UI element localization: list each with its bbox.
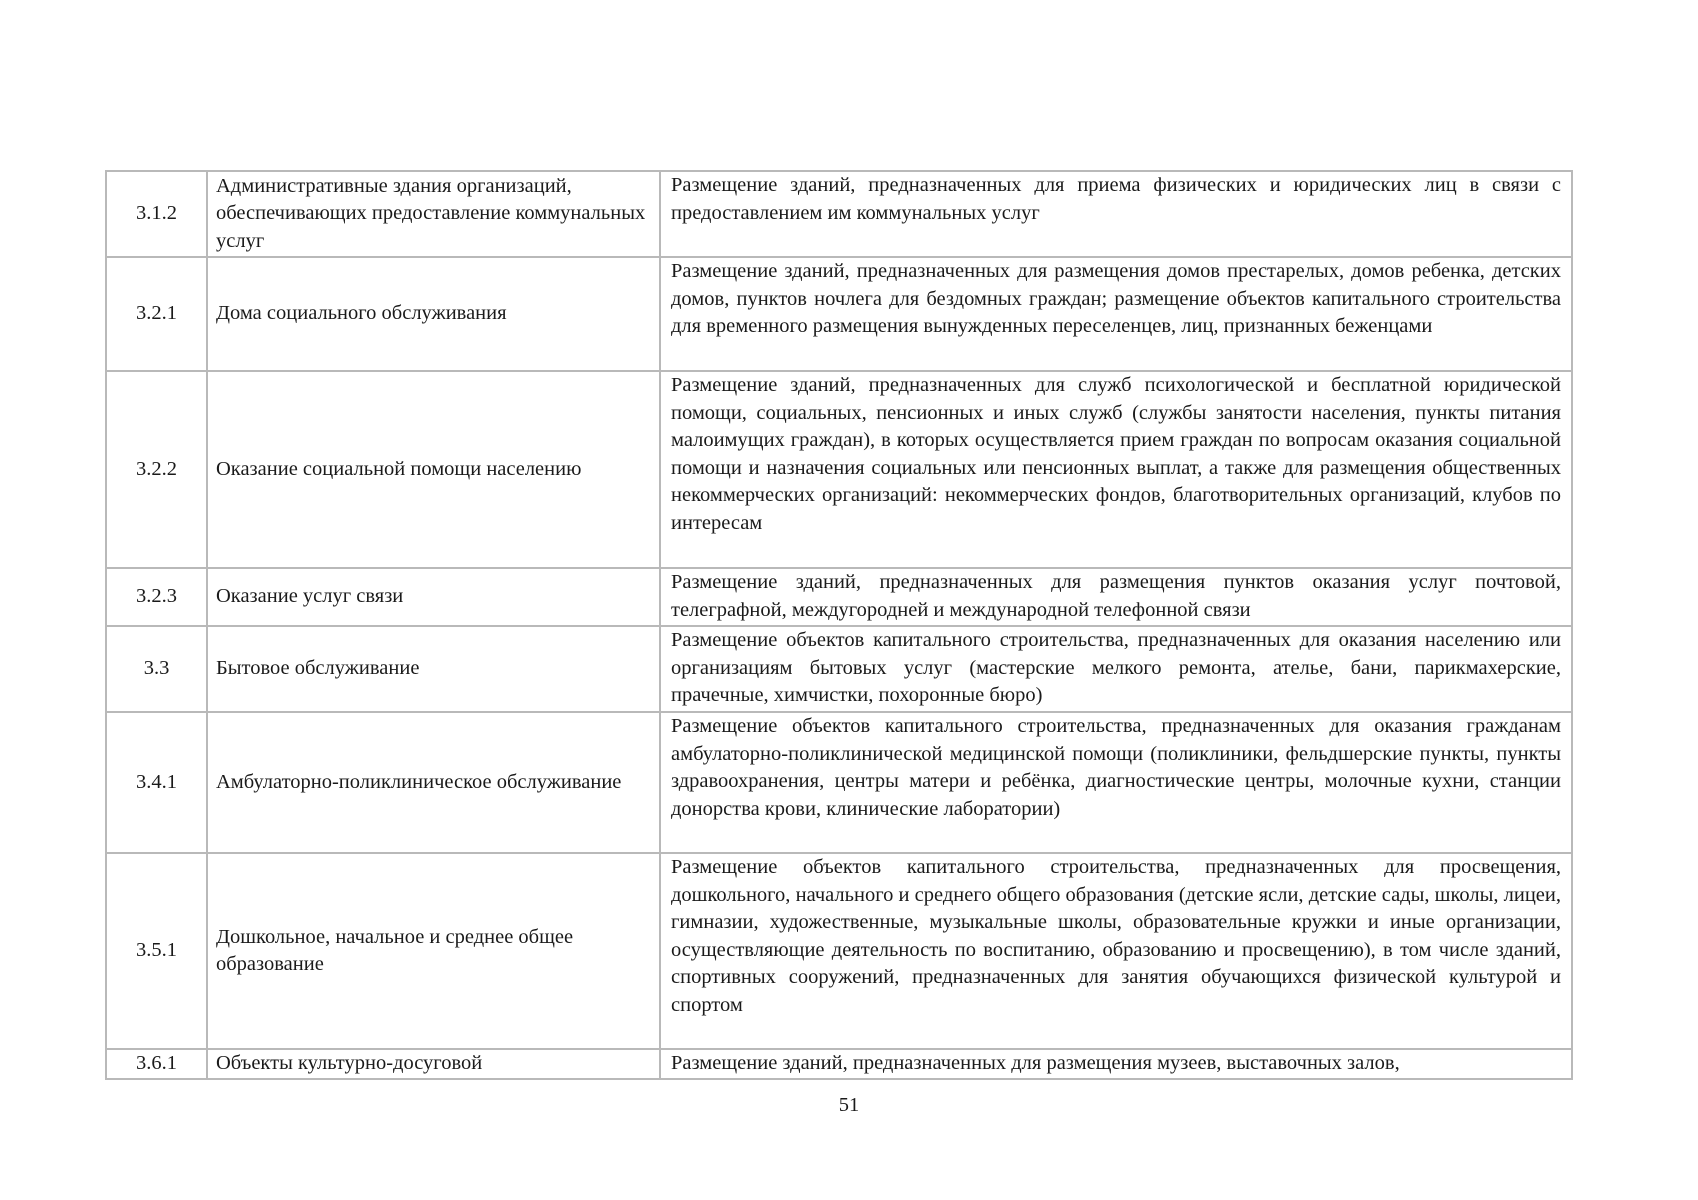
row-name: Дома социального обслуживания bbox=[207, 257, 660, 371]
row-description: Размещение объектов капитального строительства, предназначенных для просвещения, дошкольного, начального и среднего общего образования (детские ясли, детские сады, школы, лицеи, гимназии, художественные, музыкальные школы, образовательные кружки и иные организации, осуществляющие деятельность по воспитанию, образованию и просвещению), в том числе зданий, спортивных сооружений, предназначенных для занятия обучающихся физической культурой и спортом bbox=[660, 853, 1572, 1049]
row-name: Бытовое обслуживание bbox=[207, 626, 660, 712]
table-row bbox=[106, 171, 1572, 257]
row-description: Размещение зданий, предназначенных для размещения музеев, выставочных залов, bbox=[660, 1049, 1572, 1079]
row-name: Объекты культурно-досуговой bbox=[207, 1049, 660, 1079]
table-row bbox=[106, 257, 1572, 371]
row-name: Дошкольное, начальное и среднее общее образование bbox=[207, 853, 660, 1049]
row-code: 3.2.3 bbox=[106, 568, 207, 626]
row-code: 3.4.1 bbox=[106, 712, 207, 853]
table-row bbox=[106, 853, 1572, 1049]
row-code: 3.6.1 bbox=[106, 1049, 207, 1079]
row-description: Размещение зданий, предназначенных для приема физических и юридических лиц в связи с предоставлением им коммунальных услуг bbox=[660, 171, 1572, 257]
row-description: Размещение объектов капитального строительства, предназначенных для оказания населению или организациям бытовых услуг (мастерские мелкого ремонта, ателье, бани, парикмахерские, прачечные, химчистки, похоронные бюро) bbox=[660, 626, 1572, 712]
row-description: Размещение объектов капитального строительства, предназначенных для оказания гражданам амбулаторно-поликлинической медицинской помощи (поликлиники, фельдшерские пункты, пункты здравоохранения, центры матери и ребёнка, диагностические центры, молочные кухни, станции донорства крови, клинические лаборатории) bbox=[660, 712, 1572, 853]
table-row bbox=[106, 626, 1572, 712]
row-name: Оказание услуг связи bbox=[207, 568, 660, 626]
land-use-table bbox=[105, 170, 1573, 1080]
row-code: 3.2.1 bbox=[106, 257, 207, 371]
table-row bbox=[106, 371, 1572, 568]
row-description: Размещение зданий, предназначенных для размещения пунктов оказания услуг почтовой, телеграфной, междугородней и международной телефонной связи bbox=[660, 568, 1572, 626]
row-code: 3.5.1 bbox=[106, 853, 207, 1049]
row-name: Административные здания организаций, обеспечивающих предоставление коммунальных услуг bbox=[207, 171, 660, 257]
row-name: Амбулаторно-поликлиническое обслуживание bbox=[207, 712, 660, 853]
row-code: 3.2.2 bbox=[106, 371, 207, 568]
row-name: Оказание социальной помощи населению bbox=[207, 371, 660, 568]
row-code: 3.1.2 bbox=[106, 171, 207, 257]
table-row bbox=[106, 568, 1572, 626]
row-description: Размещение зданий, предназначенных для служб психологической и бесплатной юридической помощи, социальных, пенсионных и иных служб (службы занятости населения, пункты питания малоимущих граждан), в которых осуществляется прием граждан по вопросам оказания социальной помощи и назначения социальных или пенсионных выплат, а также для размещения общественных некоммерческих организаций: некоммерческих фондов, благотворительных организаций, клубов по интересам bbox=[660, 371, 1572, 568]
page-number: 51 bbox=[838, 1094, 860, 1116]
table-row bbox=[106, 712, 1572, 853]
row-description: Размещение зданий, предназначенных для размещения домов престарелых, домов ребенка, детских домов, пунктов ночлега для бездомных граждан; размещение объектов капитального строительства для временного размещения вынужденных переселенцев, лиц, признанных беженцами bbox=[660, 257, 1572, 371]
table-row bbox=[106, 1049, 1572, 1079]
row-code: 3.3 bbox=[106, 626, 207, 712]
